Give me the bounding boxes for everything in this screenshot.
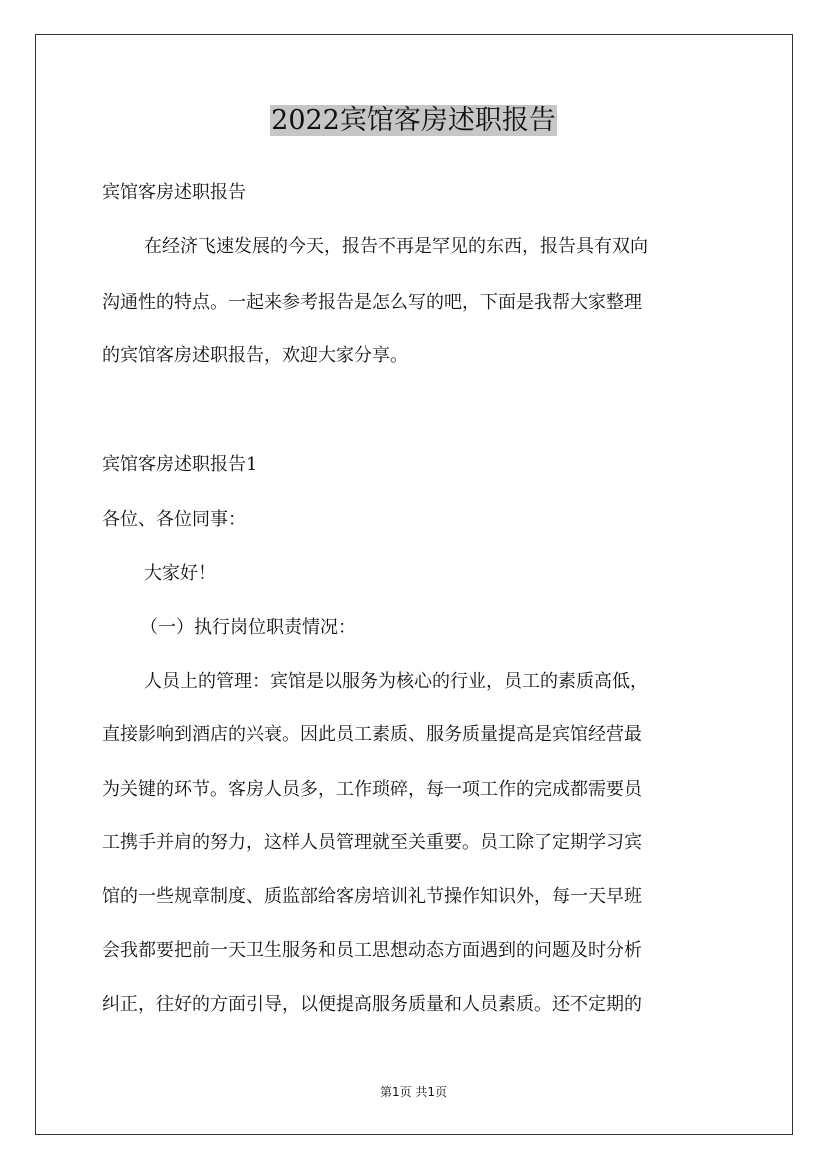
item-heading: （一）执行岗位职责情况： <box>140 617 356 638</box>
document-title <box>0 100 827 142</box>
section-heading: 宾馆客房述职报告1 <box>102 454 258 475</box>
document-title-text: 2022宾馆客房述职报告 <box>271 105 556 136</box>
greeting: 大家好！ <box>144 563 216 584</box>
body-line-7: 纠正，往好的方面引导，以便提高服务质量和人员素质。还不定期的 <box>102 994 642 1015</box>
body-line-4: 工携手并肩的努力，这样人员管理就至关重要。员工除了定期学习宾 <box>102 832 642 853</box>
document-subtitle: 宾馆客房述职报告 <box>102 182 246 203</box>
intro-line-3: 的宾馆客房述职报告，欢迎大家分享。 <box>102 345 408 366</box>
intro-line-2: 沟通性的特点。一起来参考报告是怎么写的吧，下面是我帮大家整理 <box>102 292 642 313</box>
body-line-2: 直接影响到酒店的兴衰。因此员工素质、服务质量提高是宾馆经营最 <box>102 724 642 745</box>
salutation: 各位、各位同事： <box>102 509 246 530</box>
page-footer: 第1页 共1页 <box>379 1085 448 1099</box>
intro-line-1: 在经济飞速发展的今天，报告不再是罕见的东西，报告具有双向 <box>144 236 648 257</box>
body-line-1: 人员上的管理：宾馆是以服务为核心的行业，员工的素质高低， <box>144 671 648 692</box>
body-line-6: 会我都要把前一天卫生服务和员工思想动态方面遇到的问题及时分析 <box>102 940 642 961</box>
body-line-3: 为关键的环节。客房人员多，工作琐碎，每一项工作的完成都需要员 <box>102 779 642 800</box>
body-line-5: 馆的一些规章制度、质监部给客房培训礼节操作知识外，每一天早班 <box>102 886 642 907</box>
